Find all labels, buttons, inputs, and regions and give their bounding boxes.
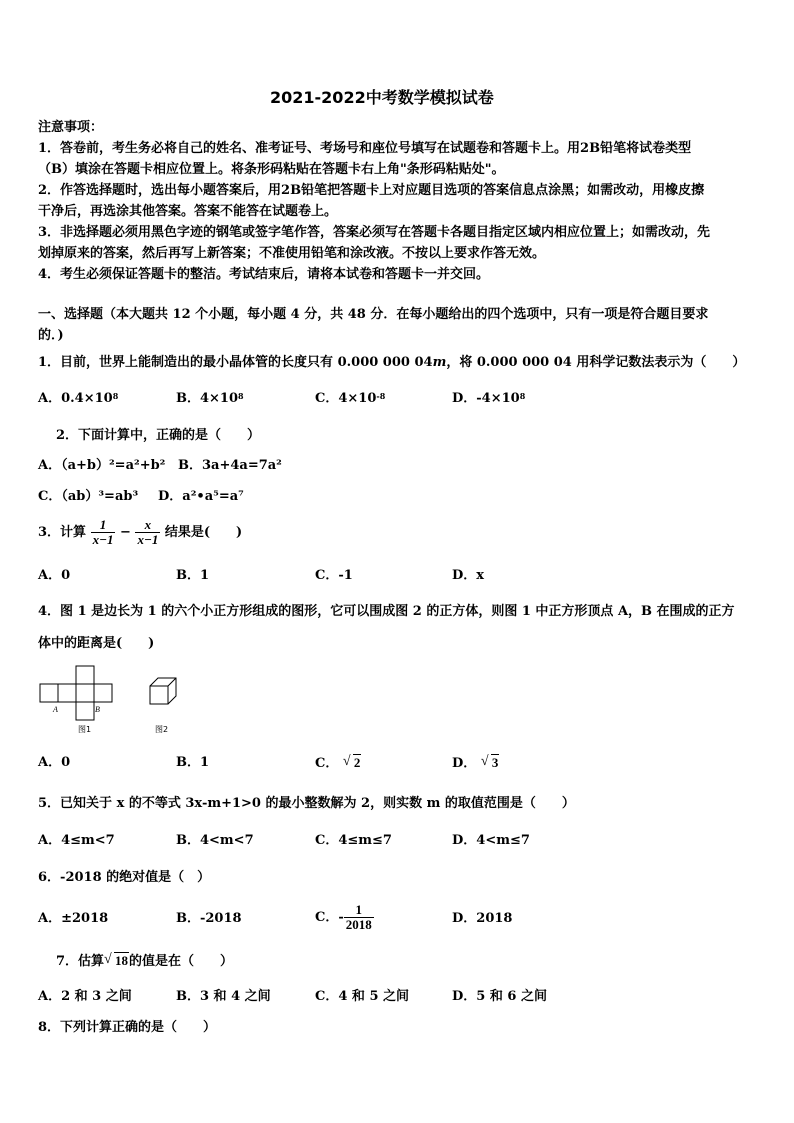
question-3-stem: 3．计算 $\frac{1}{x-1}$ − $\frac{x}{x-1}$ 结果是( ) — [38, 517, 243, 547]
q6-option-b: B．-2018 — [176, 911, 242, 926]
section-heading: 一、选择题（本大题共 12 个小题，每小题 4 分，共 48 分．在每小题给出的四个选项中，只有一项是符合题目要求 — [38, 307, 709, 322]
question-2-stem: 2．下面计算中，正确的是（ ） — [56, 428, 261, 443]
notice-line: 划掉原来的答案，然后再写上新答案；不准使用铅笔和涂改液。不按以上要求作答无效。 — [38, 246, 546, 261]
question-7-stem: 7．估算√ 18的值是在（ ） — [56, 953, 233, 970]
notice-line: 3．非选择题必须用黑色字迹的钢笔或签字笔作答，答案必须写在答题卡各题目指定区域内相应位置上；如需改动，先 — [38, 225, 711, 240]
q5-option-d: D．4<m≤7 — [452, 833, 530, 848]
q4-option-d: D． √ 3 — [452, 755, 499, 772]
q2-option-b: B．3a+4a=7a² — [178, 458, 282, 473]
question-1-stem: 1．目前，世界上能制造出的最小晶体管的长度只有 0.000 000 04m，将 0.000 000 04 用科学记数法表示为（ ） — [38, 355, 746, 370]
q7-option-d: D．5 和 6 之间 — [452, 989, 547, 1004]
fraction: $\frac{1}{2018}$ — [345, 902, 372, 932]
q1-option-a: A．$0.4\times 10^8$ — [38, 391, 119, 406]
question-5-stem: 5．已知关于 x 的不等式 3x-m+1>0 的最小整数解为 2，则实数 m 的取值范围是（ ） — [38, 796, 575, 811]
sqrt-symbol: √ 2 — [343, 755, 362, 771]
q2-option-c: C．（ab）³=ab³ — [38, 489, 139, 504]
q2-option-d: D．a²•a⁵=a⁷ — [158, 489, 244, 504]
notice-line: 2．作答选择题时，选出每小题答案后，用2B铅笔把答题卡上对应题目选项的答案信息点涂黑；如需改动，用橡皮擦 — [38, 183, 705, 198]
notice-heading: 注意事项： — [38, 120, 104, 135]
q6-option-c: C．- $\frac{1}{2018}$ — [315, 902, 372, 932]
q6-option-d: D．2018 — [452, 911, 513, 926]
q4-option-c: C． √ 2 — [315, 755, 361, 772]
q4-option-b: B．1 — [176, 755, 210, 770]
q1-option-d: D．$-4\times 10^8$ — [452, 391, 526, 406]
q7-option-c: C．4 和 5 之间 — [315, 989, 410, 1004]
cube-figure-2 — [150, 678, 176, 704]
question-4-stem: 4．图 1 是边长为 1 的六个小正方形组成的图形，它可以围成图 2 的正方体，则图 1 中正方形顶点 A，B 在围成的正方 — [38, 604, 735, 619]
notice-line: 1．答卷前，考生务必将自己的姓名、准考证号、考场号和座位号填写在试题卷和答题卡上。用2B铅笔将试卷类型 — [38, 141, 692, 156]
q3-option-b: B．1 — [176, 568, 210, 583]
q1-option-c: C．$4\times 10^{-8}$ — [315, 391, 386, 406]
fraction: $\frac{1}{x-1}$ — [92, 517, 114, 547]
q2-option-a: A．（a+b）²=a²+b² — [38, 458, 166, 473]
question-4-stem: 体中的距离是( ) — [38, 636, 155, 651]
figure-1-caption: 图1 — [78, 725, 92, 734]
q6-option-a: A．±2018 — [38, 911, 109, 926]
q3-option-d: D．x — [452, 568, 485, 583]
question-6-stem: 6．-2018 的绝对值是（ ） — [38, 870, 211, 885]
fraction: $\frac{x}{x-1}$ — [137, 517, 159, 547]
notice-line: 干净后，再选涂其他答案。答案不能答在试题卷上。 — [38, 204, 338, 219]
sqrt-symbol: √ 18 — [104, 953, 129, 969]
q3-option-c: C．-1 — [315, 568, 353, 583]
notice-line: 4．考生必须保证答题卡的整洁。考试结束后，请将本试卷和答题卡一并交回。 — [38, 267, 490, 282]
section-heading: 的．) — [38, 328, 64, 343]
q5-option-a: A．4≤m<7 — [38, 833, 115, 848]
sqrt-symbol: √ 3 — [481, 755, 500, 771]
q7-option-a: A．2 和 3 之间 — [38, 989, 132, 1004]
q5-option-c: C．4≤m≤7 — [315, 833, 392, 848]
q5-option-b: B．4<m<7 — [176, 833, 254, 848]
q1-option-b: B．$4\times 10^8$ — [176, 391, 244, 406]
cube-net-figure-1 — [40, 666, 112, 720]
q3-option-a: A．0 — [38, 568, 71, 583]
figure-2-caption: 图2 — [155, 725, 169, 734]
q4-option-a: A．0 — [38, 755, 71, 770]
notice-line: （B）填涂在答题卡相应位置上。将条形码粘贴在答题卡右上角"条形码粘贴处"。 — [38, 162, 505, 177]
cube-net-figures — [36, 664, 186, 736]
q7-option-b: B．3 和 4 之间 — [176, 989, 271, 1004]
page-title: 2021-2022中考数学模拟试卷 — [270, 88, 494, 107]
vertex-b-label: B — [95, 705, 100, 714]
vertex-a-label: A — [53, 705, 58, 714]
question-8-stem: 8．下列计算正确的是（ ） — [38, 1020, 217, 1035]
